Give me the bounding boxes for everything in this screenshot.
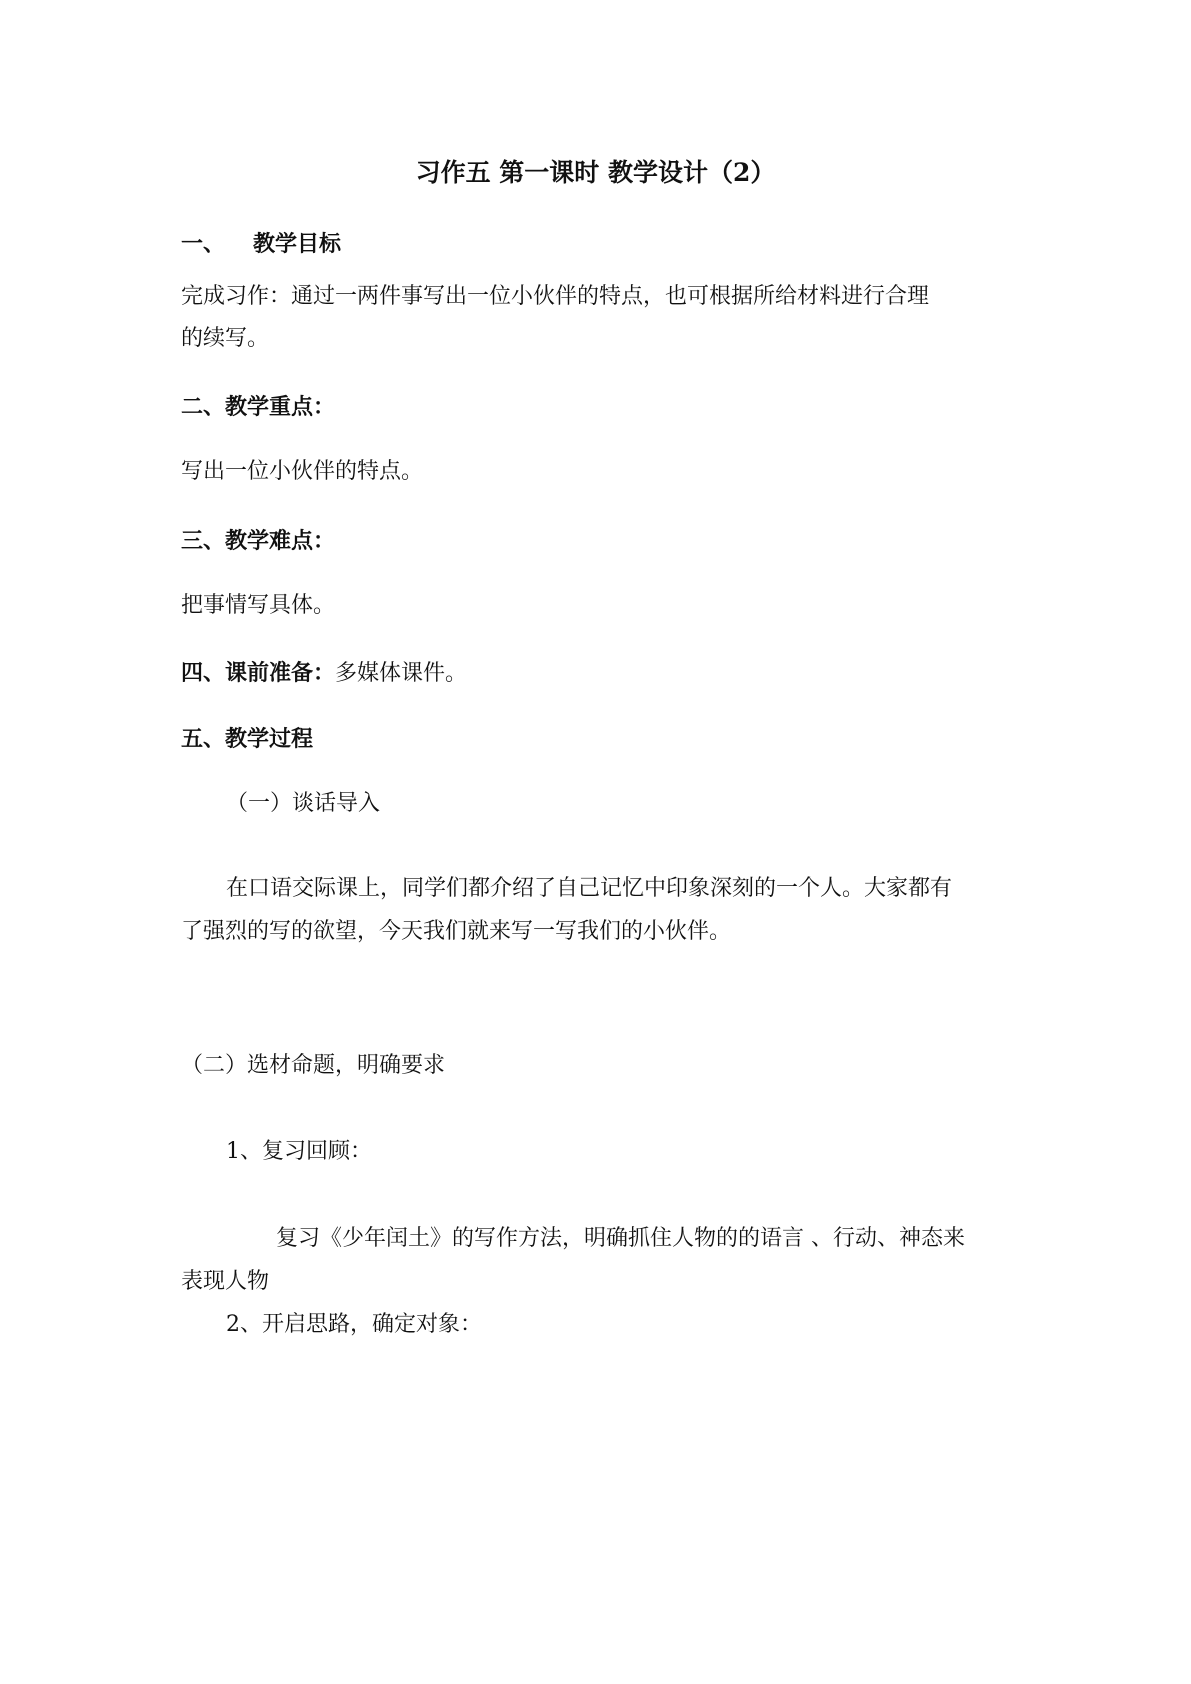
section2-body: 写出一位小伙伴的特点。 bbox=[181, 459, 424, 484]
step1-line1: 复习《少年闰土》的写作方法，明确抓住人物的的语言 、行动、神态来 bbox=[276, 1226, 965, 1251]
part1-title: （一）谈话导入 bbox=[226, 791, 381, 816]
section4-heading: 四、课前准备： bbox=[181, 660, 336, 686]
part1-line1: 在口语交际课上，同学们都介绍了自己记忆中印象深刻的一个人。大家都有 bbox=[226, 876, 953, 901]
section1-body-line1: 完成习作：通过一两件事写出一位小伙伴的特点，也可根据所给材料进行合理 bbox=[181, 284, 930, 309]
section1-heading bbox=[181, 230, 341, 258]
step1-line2: 表现人物 bbox=[181, 1269, 270, 1294]
section3-heading: 三、教学难点： bbox=[181, 528, 336, 554]
section4-line bbox=[181, 659, 467, 688]
section1-body-line2: 的续写。 bbox=[181, 326, 270, 351]
step1-title: 1、复习回顾： bbox=[226, 1139, 372, 1164]
part1-line2: 了强烈的写的欲望，今天我们就来写一写我们的小伙伴。 bbox=[181, 919, 732, 944]
section2-heading: 二、教学重点： bbox=[181, 394, 336, 420]
section1-title: 教学目标 bbox=[253, 231, 342, 257]
section3-body: 把事情写具体。 bbox=[181, 593, 336, 618]
section4-body: 多媒体课件。 bbox=[335, 661, 468, 686]
section5-heading: 五、教学过程 bbox=[181, 726, 314, 752]
step2-title: 2、开启思路，确定对象： bbox=[226, 1312, 482, 1337]
section1-number: 一、 bbox=[181, 231, 226, 257]
part2-title: （二）选材命题，明确要求 bbox=[181, 1053, 446, 1078]
document-title: 习作五 第一课时 教学设计（2） bbox=[415, 158, 776, 187]
